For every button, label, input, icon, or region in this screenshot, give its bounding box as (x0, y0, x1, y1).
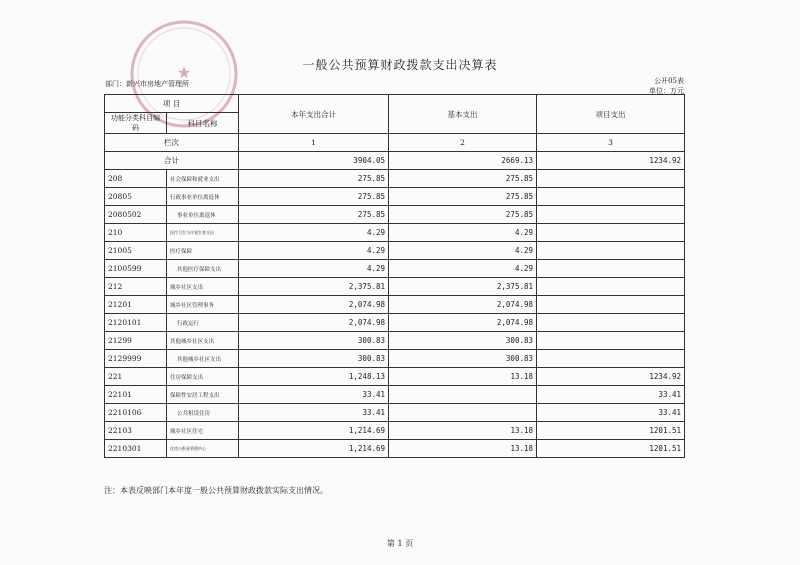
row-c3 (537, 332, 685, 350)
header-col2: 基本支出 (389, 95, 537, 134)
row-c1: 275.85 (239, 188, 389, 206)
row-c2: 275.85 (389, 206, 537, 224)
row-c2: 275.85 (389, 170, 537, 188)
header-col3: 项目支出 (537, 95, 685, 134)
row-c2: 13.18 (389, 440, 537, 458)
table-note: 注：本表反映部门本年度一般公共预算财政拨款实际支出情况。 (104, 486, 328, 495)
row-name: 城乡社区管理事务 (167, 296, 239, 314)
row-c3 (537, 314, 685, 332)
row-c2: 2,074.98 (389, 314, 537, 332)
row-c1: 275.85 (239, 206, 389, 224)
row-name: 其他城乡社区支出 (167, 332, 239, 350)
row-name: 公共租赁住房 (167, 404, 239, 422)
table-row (105, 350, 685, 368)
row-c2: 300.83 (389, 350, 537, 368)
row-name: 城乡社区支出 (167, 278, 239, 296)
row-c2: 4.29 (389, 224, 537, 242)
row-c1: 4.29 (239, 224, 389, 242)
row-code: 22103 (105, 422, 167, 440)
row-c2: 13.18 (389, 422, 537, 440)
row-c2: 4.29 (389, 260, 537, 278)
table-row (105, 206, 685, 224)
row-c1: 1,214.69 (239, 422, 389, 440)
row-name: 行政事业单位离退休 (167, 188, 239, 206)
row-c3 (537, 350, 685, 368)
form-code: 公开05表 (654, 77, 684, 85)
row-c1: 300.83 (239, 332, 389, 350)
row-c2: 2,375.81 (389, 278, 537, 296)
row-c2: 275.85 (389, 188, 537, 206)
table-row (105, 386, 685, 404)
row-c2: 4.29 (389, 242, 537, 260)
row-c1: 1,248.13 (239, 368, 389, 386)
row-c3: 1201.51 (537, 440, 685, 458)
row-c3 (537, 296, 685, 314)
table-row (105, 296, 685, 314)
total-label: 合计 (105, 152, 239, 170)
total-c2: 2669.13 (389, 152, 537, 170)
document-title: 一般公共预算财政拨款支出决算表 (302, 58, 498, 72)
table-row (105, 440, 685, 458)
row-code: 2210106 (105, 404, 167, 422)
row-c1: 33.41 (239, 386, 389, 404)
table-row (105, 170, 685, 188)
row-c1: 4.29 (239, 242, 389, 260)
row-code: 21201 (105, 296, 167, 314)
row-c2: 13.18 (389, 368, 537, 386)
row-code: 2120101 (105, 314, 167, 332)
row-c2 (389, 386, 537, 404)
row-c1: 4.29 (239, 260, 389, 278)
row-c3 (537, 170, 685, 188)
table-row (105, 260, 685, 278)
row-name: 行政运行 (167, 314, 239, 332)
total-c1: 3904.05 (239, 152, 389, 170)
row-index-label: 栏次 (105, 134, 239, 152)
row-index (105, 134, 685, 152)
row-name: 社会保障和就业支出 (167, 170, 239, 188)
row-name: 事业单位离退休 (167, 206, 239, 224)
row-c1: 300.83 (239, 350, 389, 368)
row-name: 住房保障支出 (167, 368, 239, 386)
row-c2: 2,074.98 (389, 296, 537, 314)
table-row (105, 314, 685, 332)
row-c1: 1,214.69 (239, 440, 389, 458)
row-name: 医疗卫生与计划生育支出 (167, 224, 239, 242)
row-code: 21299 (105, 332, 167, 350)
table-row (105, 332, 685, 350)
row-index-c1: 1 (239, 134, 389, 152)
row-c3 (537, 260, 685, 278)
row-c3 (537, 224, 685, 242)
row-c1: 2,074.98 (239, 296, 389, 314)
header-col1: 本年支出合计 (239, 95, 389, 134)
row-code: 2100599 (105, 260, 167, 278)
row-c3 (537, 188, 685, 206)
row-c3 (537, 206, 685, 224)
row-code: 221 (105, 368, 167, 386)
total-c3: 1234.92 (537, 152, 685, 170)
row-code: 20805 (105, 188, 167, 206)
row-code: 2080502 (105, 206, 167, 224)
table-row (105, 404, 685, 422)
row-name: 城乡社区住宅 (167, 422, 239, 440)
table-row (105, 224, 685, 242)
row-name: 其他医疗保障支出 (167, 260, 239, 278)
row-c3: 1201.51 (537, 422, 685, 440)
row-c1: 275.85 (239, 170, 389, 188)
department-label: 部门：新兴市房地产管理所 (105, 80, 189, 88)
row-code: 2129999 (105, 350, 167, 368)
row-c3 (537, 242, 685, 260)
total-row (105, 152, 685, 170)
table-row (105, 422, 685, 440)
row-c3: 1234.92 (537, 368, 685, 386)
header-row-project (105, 95, 685, 113)
page-number: 第 1 页 (386, 539, 414, 548)
row-code: 21005 (105, 242, 167, 260)
header-subject-name: 科目名称 (167, 113, 239, 134)
row-c1: 2,074.98 (239, 314, 389, 332)
table-row (105, 242, 685, 260)
row-code: 22101 (105, 386, 167, 404)
row-code: 208 (105, 170, 167, 188)
svg-text:★: ★ (176, 63, 192, 82)
table-row (105, 368, 685, 386)
header-func-code: 功能分类科目编码 (105, 113, 167, 134)
row-name: 住房公积金管理中心 (167, 440, 239, 458)
table-row (105, 278, 685, 296)
row-name: 医疗保障 (167, 242, 239, 260)
row-c2 (389, 404, 537, 422)
row-name: 其他城乡社区支出 (167, 350, 239, 368)
unit-label: 单位：万元 (649, 87, 684, 95)
row-code: 212 (105, 278, 167, 296)
row-c1: 33.41 (239, 404, 389, 422)
row-c2: 300.83 (389, 332, 537, 350)
row-c1: 2,375.81 (239, 278, 389, 296)
row-index-c2: 2 (389, 134, 537, 152)
row-index-c3: 3 (537, 134, 685, 152)
table-row (105, 188, 685, 206)
row-c3 (537, 278, 685, 296)
row-name: 保障性安居工程支出 (167, 386, 239, 404)
row-c3: 33.41 (537, 404, 685, 422)
header-project: 项 目 (105, 95, 239, 113)
expenditure-table (104, 94, 685, 458)
row-code: 210 (105, 224, 167, 242)
row-c3: 33.41 (537, 386, 685, 404)
row-code: 2210301 (105, 440, 167, 458)
